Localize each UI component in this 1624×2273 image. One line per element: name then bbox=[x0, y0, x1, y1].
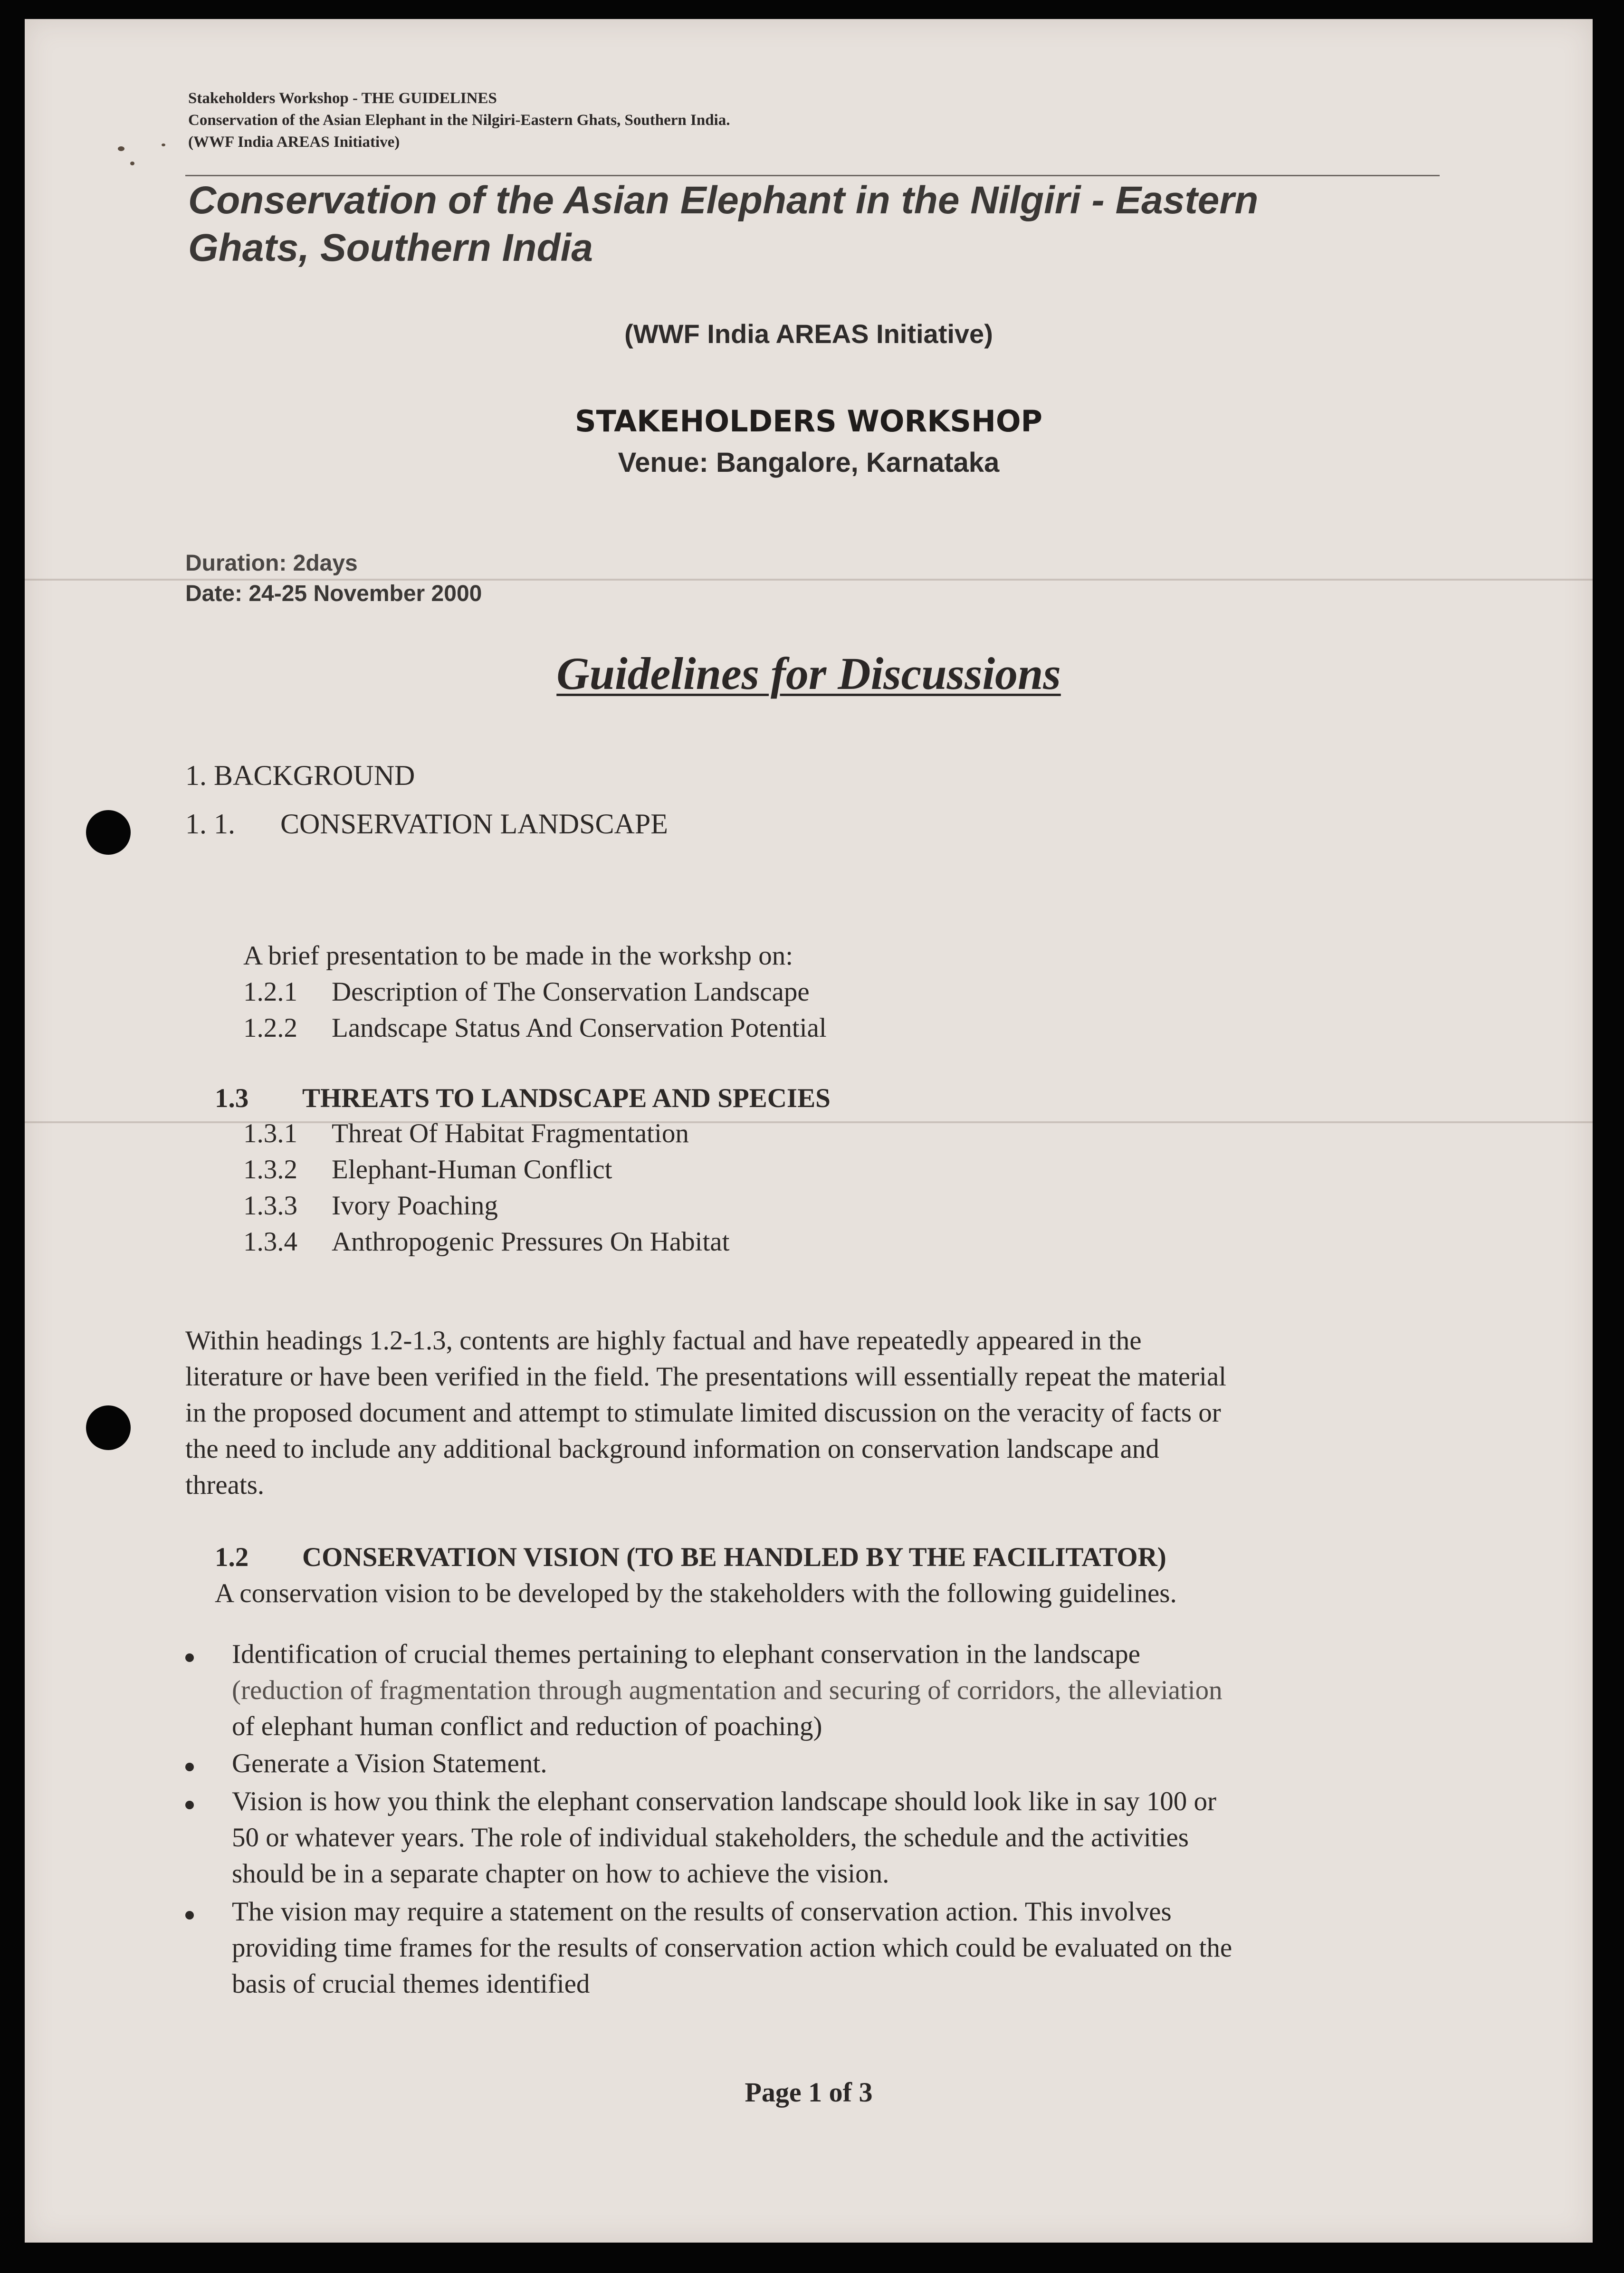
bullet-line: providing time frames for the results of conservation action which could be evaluated on the bbox=[232, 1933, 1232, 1963]
title-line-2: Ghats, Southern India bbox=[188, 226, 593, 269]
running-header-line-2: Conservation of the Asian Elephant in the Nilgiri-Eastern Ghats, Southern India. bbox=[188, 112, 730, 129]
header-rule bbox=[185, 175, 1440, 176]
list-item-text: Anthropogenic Pressures On Habitat bbox=[332, 1227, 730, 1257]
section-1-3-number: 1.3 bbox=[215, 1083, 249, 1113]
section-1-title: 1. BACKGROUND bbox=[185, 760, 415, 791]
list-item-text: Description of The Conservation Landscape bbox=[332, 977, 810, 1007]
list-item-number: 1.3.3 bbox=[243, 1191, 297, 1221]
workshop-name: STAKEHOLDERS WORKSHOP bbox=[575, 404, 1042, 439]
paper-speck bbox=[130, 162, 134, 165]
bullet-line: Generate a Vision Statement. bbox=[232, 1748, 547, 1778]
document-page bbox=[25, 19, 1593, 2243]
paragraph-line: threats. bbox=[185, 1470, 265, 1500]
section-1-intro: A brief presentation to be made in the workshp on: bbox=[243, 941, 793, 971]
list-item-number: 1.3.4 bbox=[243, 1227, 297, 1257]
document-heading: Guidelines for Discussions bbox=[556, 648, 1061, 699]
list-item-number: 1.3.1 bbox=[243, 1118, 297, 1148]
list-item-number: 1.2.2 bbox=[243, 1013, 297, 1043]
section-1-2-number: 1.2 bbox=[215, 1542, 249, 1572]
title-line-1: Conservation of the Asian Elephant in the Nilgiri - Eastern bbox=[188, 179, 1259, 222]
bullet-line: 50 or whatever years. The role of individual stakeholders, the schedule and the activities bbox=[232, 1823, 1189, 1853]
paragraph-line: literature or have been verified in the field. The presentations will essentially repeat the material bbox=[185, 1362, 1226, 1392]
paragraph-line: in the proposed document and attempt to stimulate limited discussion on the veracity of facts or bbox=[185, 1398, 1221, 1428]
page-number: Page 1 of 3 bbox=[745, 2077, 873, 2108]
workshop-venue: Venue: Bangalore, Karnataka bbox=[618, 447, 1000, 478]
bullet-line: The vision may require a statement on the results of conservation action. This involves bbox=[232, 1897, 1172, 1927]
section-1-1-title: CONSERVATION LANDSCAPE bbox=[280, 808, 668, 840]
bullet-marker bbox=[185, 1763, 194, 1771]
bullet-line: basis of crucial themes identified bbox=[232, 1969, 590, 1999]
initiative-label: (WWF India AREAS Initiative) bbox=[624, 319, 993, 349]
list-item-text: Landscape Status And Conservation Potential bbox=[332, 1013, 827, 1043]
bullet-line: (reduction of fragmentation through augmentation and securing of corridors, the alleviation bbox=[232, 1675, 1223, 1705]
bullet-line: Identification of crucial themes pertaining to elephant conservation in the landscape bbox=[232, 1639, 1140, 1669]
bullet-marker bbox=[185, 1801, 194, 1809]
bullet-line: Vision is how you think the elephant conservation landscape should look like in say 100 or bbox=[232, 1786, 1216, 1816]
list-item-number: 1.2.1 bbox=[243, 977, 297, 1007]
paragraph-line: Within headings 1.2-1.3, contents are highly factual and have repeatedly appeared in the bbox=[185, 1326, 1142, 1356]
section-1-2-title: CONSERVATION VISION (TO BE HANDLED BY THE FACILITATOR) bbox=[302, 1542, 1166, 1572]
running-header-line-1: Stakeholders Workshop - THE GUIDELINES bbox=[188, 90, 497, 107]
list-item-text: Elephant-Human Conflict bbox=[332, 1155, 612, 1184]
list-item-number: 1.3.2 bbox=[243, 1155, 297, 1184]
section-1-2-intro: A conservation vision to be developed by the stakeholders with the following guidelines. bbox=[215, 1578, 1177, 1608]
paragraph-line: the need to include any additional background information on conservation landscape and bbox=[185, 1434, 1159, 1464]
date-label: Date: 24-25 November 2000 bbox=[185, 581, 482, 606]
punch-hole bbox=[86, 810, 131, 855]
punch-hole bbox=[86, 1405, 131, 1450]
section-1-3-title: THREATS TO LANDSCAPE AND SPECIES bbox=[302, 1083, 831, 1113]
bullet-line: should be in a separate chapter on how to achieve the vision. bbox=[232, 1859, 889, 1889]
bullet-line: of elephant human conflict and reduction of poaching) bbox=[232, 1711, 822, 1741]
bullet-marker bbox=[185, 1911, 194, 1920]
section-1-1-number: 1. 1. bbox=[185, 808, 235, 840]
paper-speck bbox=[118, 146, 124, 151]
duration-label: Duration: 2days bbox=[185, 551, 358, 576]
list-item-text: Ivory Poaching bbox=[332, 1191, 498, 1221]
list-item-text: Threat Of Habitat Fragmentation bbox=[332, 1118, 689, 1148]
running-header-line-3: (WWF India AREAS Initiative) bbox=[188, 134, 400, 151]
bullet-marker bbox=[185, 1653, 194, 1662]
paper-speck bbox=[162, 143, 165, 146]
